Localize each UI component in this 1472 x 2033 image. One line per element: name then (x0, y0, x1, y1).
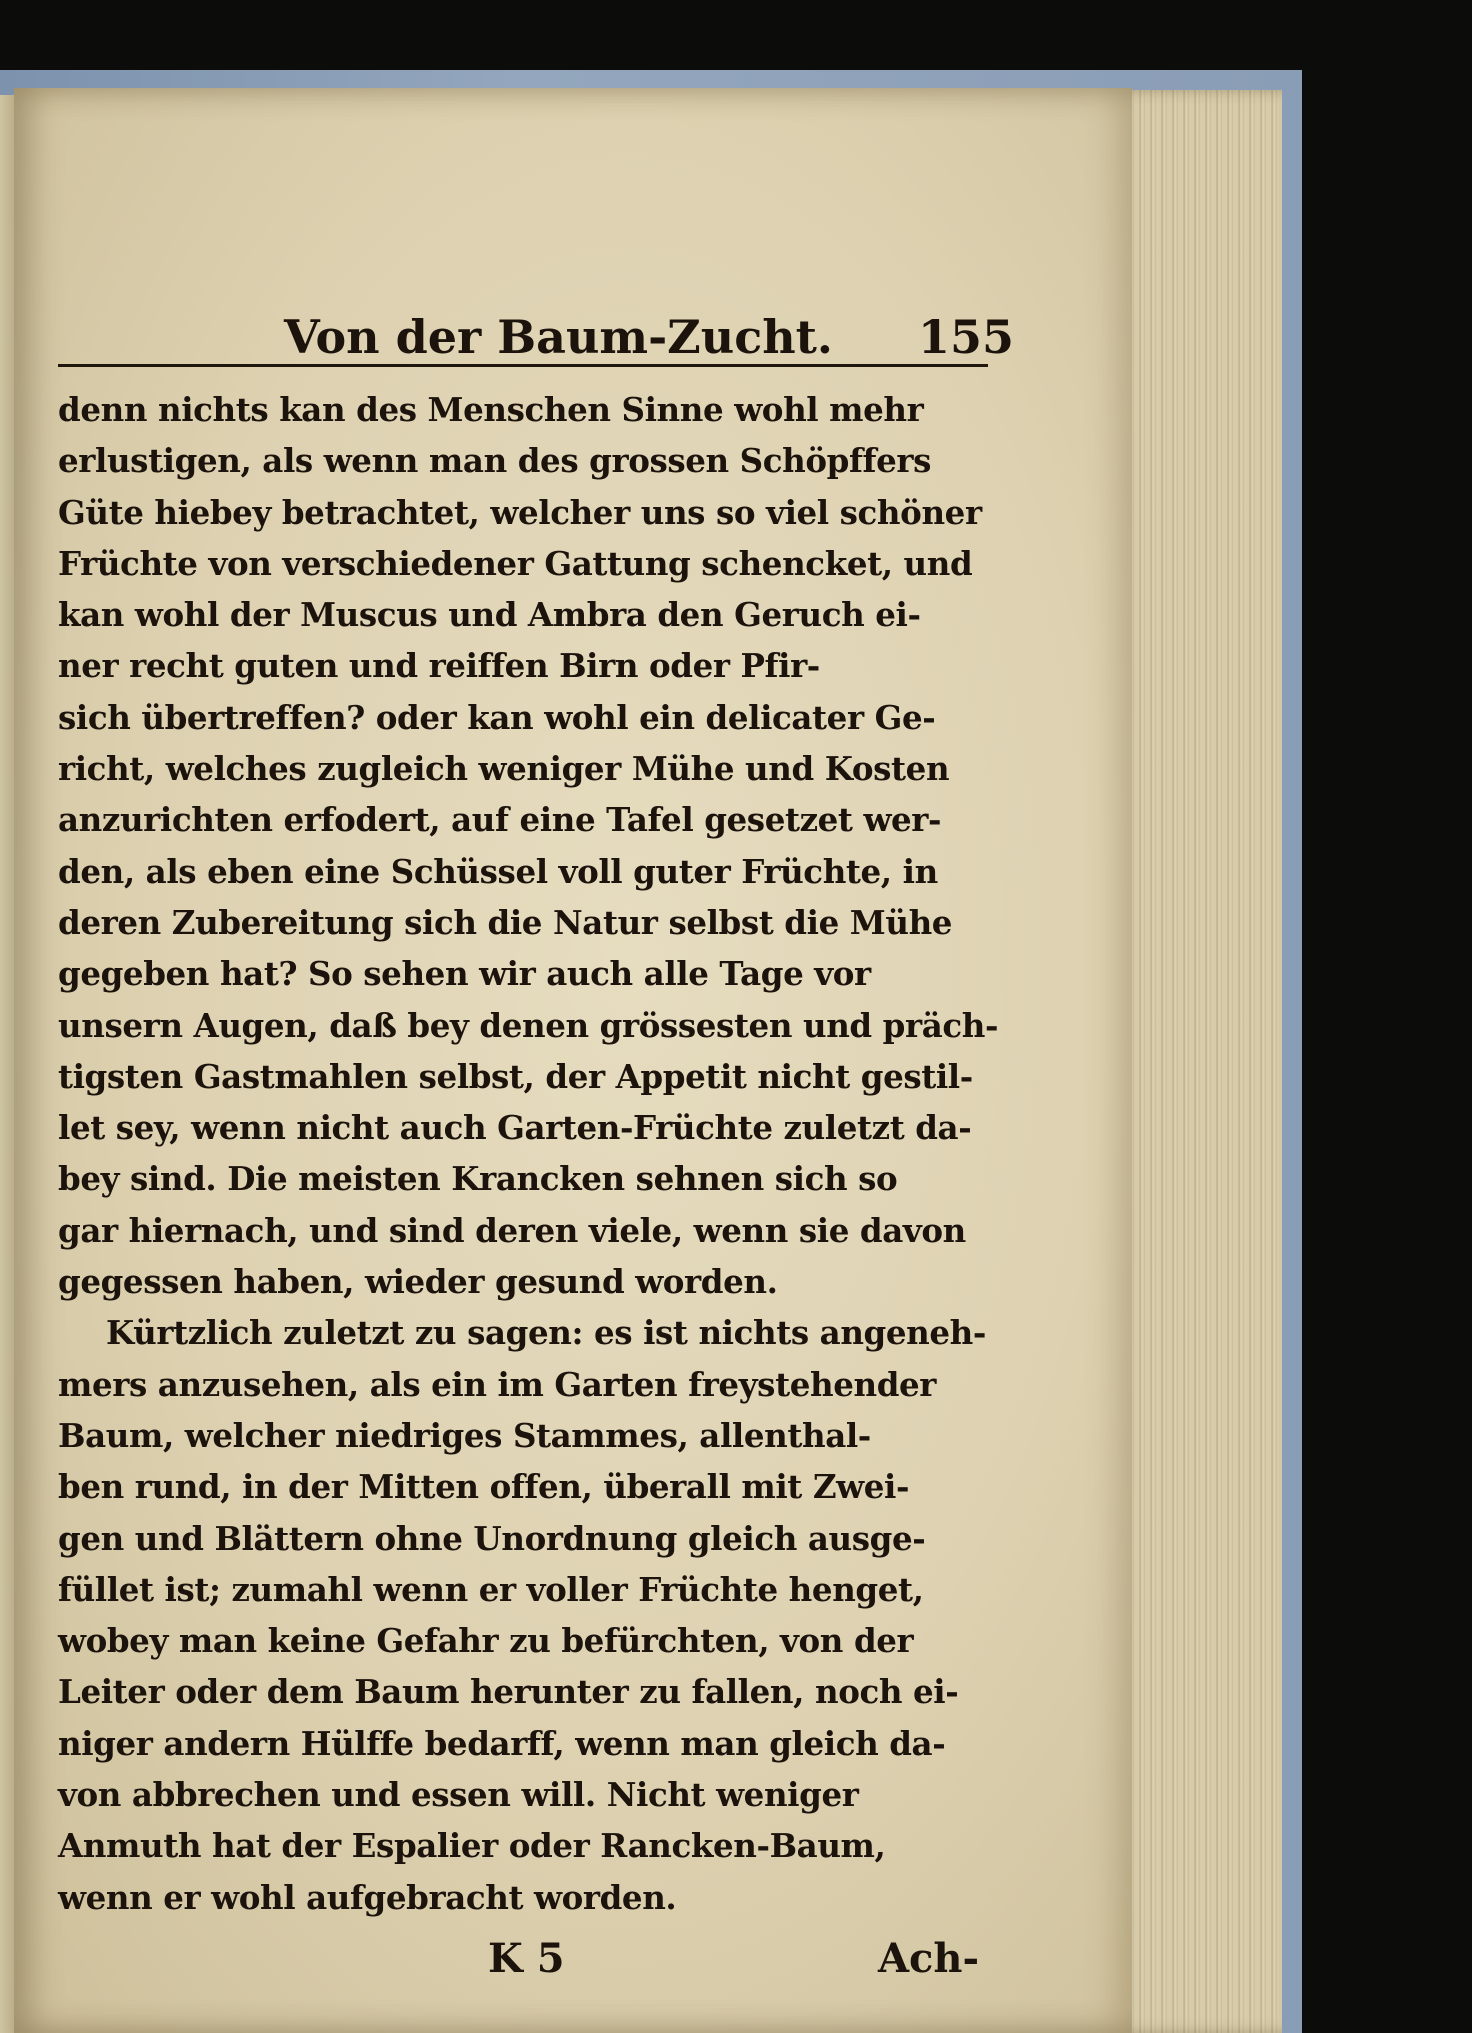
text-line: ben rund, in der Mitten offen, überall mit Zwei- (58, 1467, 910, 1507)
text-line: tigsten Gastmahlen selbst, der Appetit nicht gestil- (58, 1056, 973, 1096)
text-line: den, als eben eine Schüssel voll guter Früchte, in (58, 851, 938, 891)
text-line: mers anzusehen, als ein im Garten freystehender (58, 1364, 937, 1404)
page-stack-edges (1112, 90, 1282, 2033)
body-text (58, 384, 999, 1923)
text-line: niger andern Hülffe bedarff, wenn man gleich da- (58, 1723, 946, 1763)
book-page (14, 88, 1132, 2033)
text-line: wobey man keine Gefahr zu befürchten, von der (58, 1621, 914, 1661)
text-line: gegessen haben, wieder gesund worden. (58, 1262, 778, 1302)
text-line: Leiter oder dem Baum herunter zu fallen, noch ei- (58, 1672, 959, 1712)
text-line: denn nichts kan des Menschen Sinne wohl mehr (58, 390, 924, 429)
text-line: unsern Augen, daß bey denen grössesten und präch- (58, 1005, 999, 1045)
text-line: sich übertreffen? oder kan wohl ein delicater Ge- (58, 697, 936, 737)
paragraph-start-line: Kürtzlich zuletzt zu sagen: es ist nichts angeneh- (106, 1313, 986, 1353)
text-line: gegeben hat? So sehen wir auch alle Tage vor (58, 954, 871, 994)
text-line: Baum, welcher niedriges Stammes, allenthal- (58, 1415, 871, 1455)
text-line: erlustigen, als wenn man des grossen Schöpffers (58, 441, 932, 481)
text-line: Güte hiebey betrachtet, welcher uns so viel schöner (58, 492, 982, 532)
text-line: von abbrechen und essen will. Nicht weniger (58, 1775, 859, 1815)
text-line: ner recht guten und reiffen Birn oder Pfir- (58, 646, 820, 686)
running-title: Von der Baum-Zucht. (284, 310, 833, 364)
text-line: bey sind. Die meisten Krancken sehnen sich so (58, 1159, 898, 1199)
text-line: kan wohl der Muscus und Ambra den Geruch ei- (58, 595, 921, 635)
page-number: 155 (918, 310, 1015, 364)
text-line: Früchte von verschiedener Gattung schencket, und (58, 543, 973, 583)
text-line: wenn er wohl aufgebracht worden. (58, 1877, 677, 1917)
text-line: gar hiernach, und sind deren viele, wenn sie davon (58, 1210, 966, 1250)
running-header (58, 306, 1015, 372)
text-line: gen und Blättern ohne Unordnung gleich ausge- (58, 1518, 926, 1558)
text-line: Anmuth hat der Espalier oder Rancken-Baum, (58, 1826, 886, 1866)
page-footer (58, 1929, 988, 1989)
catchword: Ach- (878, 1934, 980, 1982)
signature-mark: K 5 (488, 1934, 565, 1982)
text-line: richt, welches zugleich weniger Mühe und Kosten (58, 749, 950, 789)
text-line: let sey, wenn nicht auch Garten-Früchte zuletzt da- (58, 1108, 972, 1148)
text-line: füllet ist; zumahl wenn er voller Früchte henget, (58, 1569, 924, 1609)
text-block (58, 306, 1015, 1989)
header-rule (58, 364, 988, 367)
text-line: anzurichten erfodert, auf eine Tafel gesetzet wer- (58, 800, 942, 840)
text-line: deren Zubereitung sich die Natur selbst die Mühe (58, 902, 953, 942)
